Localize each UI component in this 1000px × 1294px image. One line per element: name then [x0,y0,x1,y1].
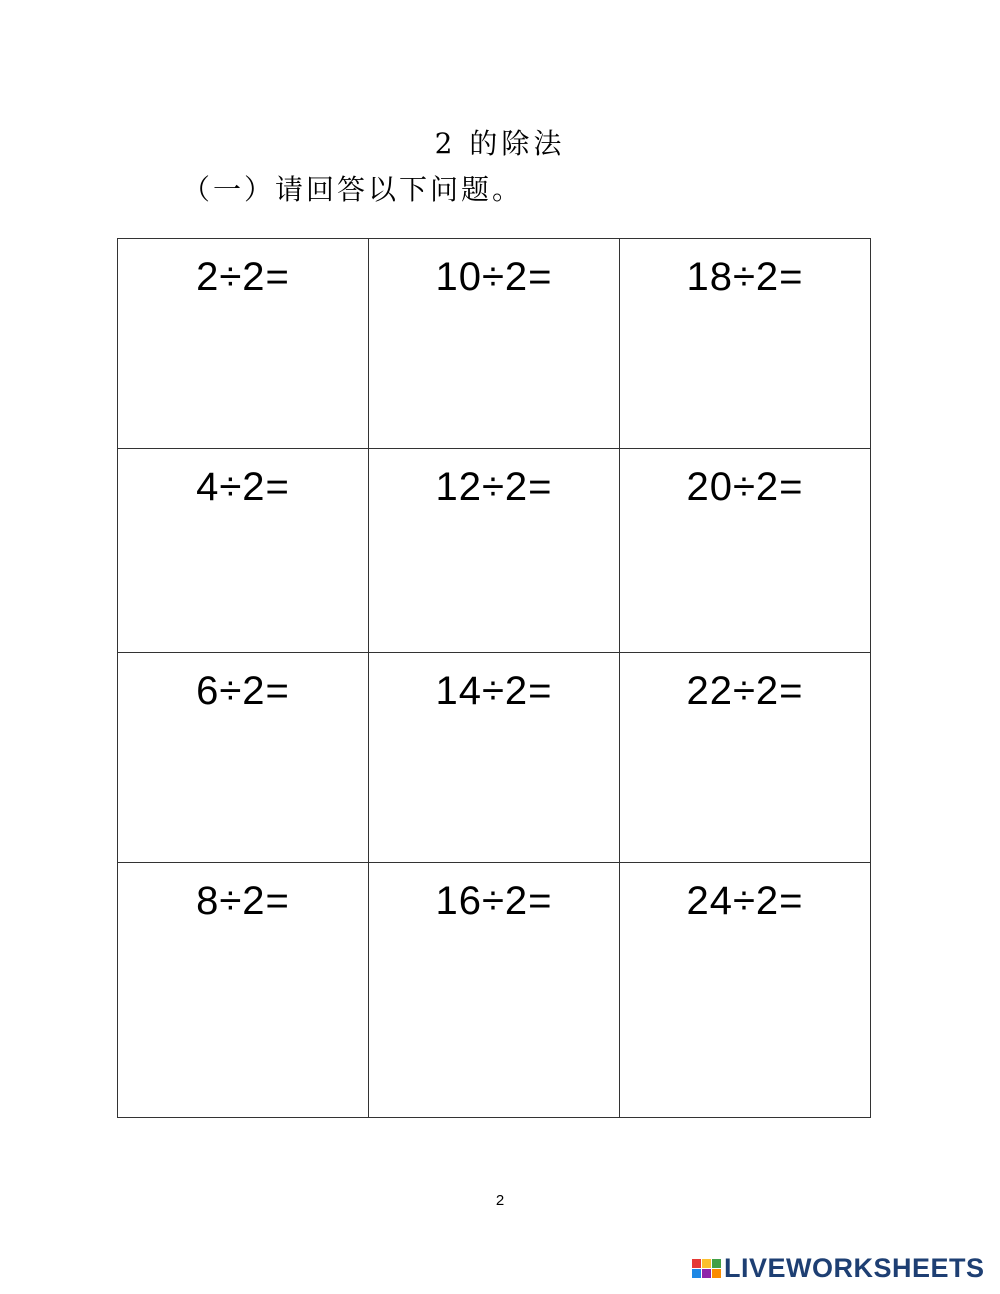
answer-area[interactable] [118,925,368,1025]
logo-square [712,1259,721,1268]
answer-area[interactable] [620,301,870,401]
answer-area[interactable] [118,715,368,815]
problem-text: 22÷2= [686,669,804,713]
brand-text: LIVEWORKSHEETS [724,1252,985,1283]
liveworksheets-logo-icon [692,1259,721,1278]
problem-text: 8÷2= [196,879,290,923]
answer-area[interactable] [118,301,368,401]
answer-area[interactable] [369,301,619,401]
answer-area[interactable] [118,511,368,611]
problem-cell [620,239,871,449]
worksheet-title: 2 的除法 [434,127,566,160]
problem-cell [620,449,871,653]
problem-text: 12÷2= [435,465,553,509]
problem-cell [620,653,871,863]
answer-area[interactable] [620,715,870,815]
logo-square [702,1269,711,1278]
problem-cell [369,239,620,449]
problem-text: 6÷2= [196,669,290,713]
problem-grid [117,238,871,1118]
answer-area[interactable] [369,715,619,815]
logo-square [702,1259,711,1268]
problem-text: 10÷2= [435,255,553,299]
problem-cell [118,653,369,863]
answer-area[interactable] [620,511,870,611]
problem-cell [620,863,871,1118]
problem-cell [369,863,620,1118]
problem-cell [369,653,620,863]
problem-cell [118,239,369,449]
grid-row [118,239,871,449]
problem-text: 18÷2= [686,255,804,299]
problem-cell [118,449,369,653]
answer-area[interactable] [369,511,619,611]
logo-square [712,1269,721,1278]
grid-row [118,449,871,653]
problem-text: 16÷2= [435,879,553,923]
answer-area[interactable] [620,925,870,1025]
problem-text: 4÷2= [196,465,290,509]
problem-text: 24÷2= [686,879,804,923]
instruction-text: （一）请回答以下问题。 [182,173,524,206]
page-number: 2 [495,1192,505,1209]
problem-text: 2÷2= [196,255,290,299]
grid-row [118,863,871,1118]
problem-cell [369,449,620,653]
logo-square [692,1259,701,1268]
answer-area[interactable] [369,925,619,1025]
logo-square [692,1269,701,1278]
liveworksheets-brand[interactable] [692,1254,985,1282]
problem-text: 14÷2= [435,669,553,713]
problem-text: 20÷2= [686,465,804,509]
problem-cell [118,863,369,1118]
grid-row [118,653,871,863]
